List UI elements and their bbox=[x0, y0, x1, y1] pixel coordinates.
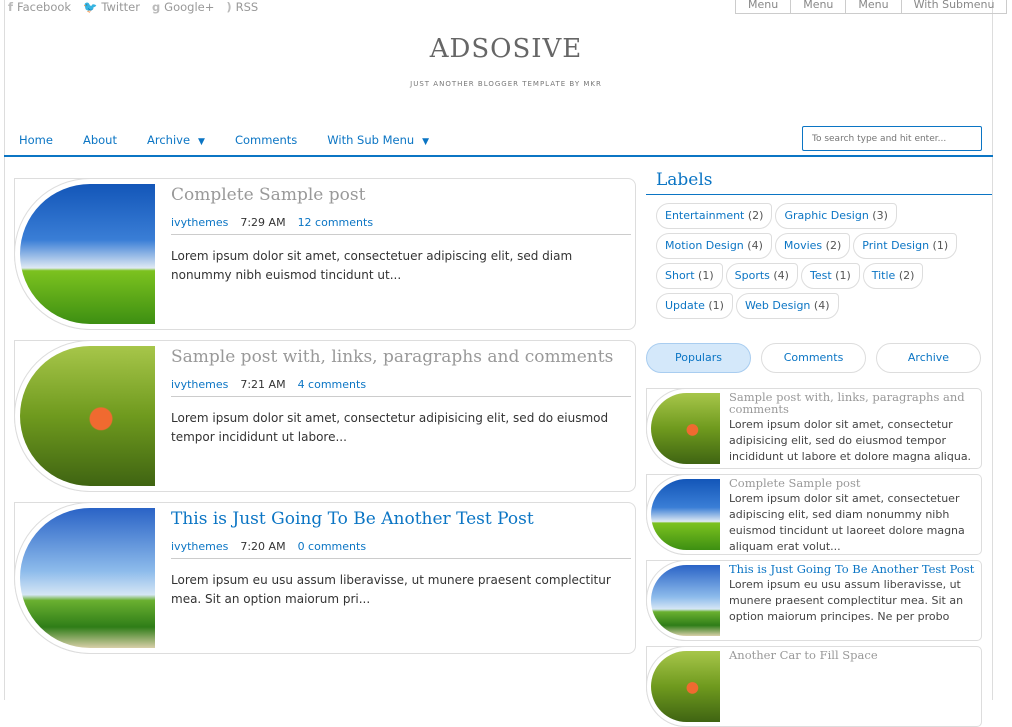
label-tag[interactable]: Entertainment (2) bbox=[656, 203, 772, 229]
caret-down-icon: ▼ bbox=[198, 137, 205, 147]
popular-post bbox=[646, 646, 982, 727]
rss-icon: ) bbox=[226, 0, 232, 14]
label-tag[interactable]: Short (1) bbox=[656, 263, 723, 289]
label-tag[interactable]: Movies (2) bbox=[775, 233, 850, 259]
popular-thumbnail[interactable] bbox=[646, 560, 724, 641]
google-plus-icon: g bbox=[151, 0, 161, 14]
labels-list bbox=[656, 203, 986, 319]
popular-summary: Lorem ipsum dolor sit amet, consectetuer adipiscing elit, sed diam nonummy nibh euismod tincidunt ut laoreet dolore magna aliquam erat volut... bbox=[729, 492, 965, 553]
post-card bbox=[14, 178, 636, 330]
post-meta bbox=[171, 378, 631, 397]
post-time: 7:20 AM bbox=[240, 540, 286, 553]
post-title[interactable]: Complete Sample post bbox=[171, 185, 366, 205]
top-menu bbox=[735, 0, 1007, 14]
nav-archive[interactable]: Archive ▼ bbox=[146, 133, 205, 147]
facebook-link[interactable]: f Facebook bbox=[8, 0, 72, 14]
caret-down-icon: ▼ bbox=[422, 137, 430, 147]
popular-summary: Lorem ipsum eu usu assum liberavisse, ut munere praesent complectitur mea. Sit an option maiorum principes. Ne per probo bbox=[729, 578, 964, 623]
post-thumbnail[interactable] bbox=[14, 502, 160, 654]
labels-heading: Labels bbox=[656, 170, 713, 190]
label-tag[interactable]: Update (1) bbox=[656, 293, 733, 319]
site-tagline: JUST ANOTHER BLOGGER TEMPLATE BY MKR bbox=[410, 80, 602, 88]
twitter-icon: 🐦 bbox=[83, 0, 98, 14]
label-tag[interactable]: Web Design (4) bbox=[736, 293, 839, 319]
post-meta bbox=[171, 216, 631, 235]
post-thumbnail[interactable] bbox=[14, 340, 160, 492]
site-title[interactable]: ADSOSIVE bbox=[429, 34, 583, 64]
tab-archive[interactable]: Archive bbox=[876, 343, 981, 373]
post-comments-link[interactable]: 4 comments bbox=[297, 378, 367, 391]
popular-post bbox=[646, 388, 982, 469]
top-menu-item[interactable]: Menu bbox=[845, 0, 900, 13]
top-menu-item-with-submenu[interactable]: With Submenu bbox=[901, 0, 1008, 13]
popular-thumbnail[interactable] bbox=[646, 646, 724, 727]
post-summary: Lorem ipsum dolor sit amet, consectetuer adipiscing elit, sed diam nonummy nibh euismod tincidunt ut... bbox=[171, 249, 573, 282]
popular-post bbox=[646, 560, 982, 641]
tab-comments[interactable]: Comments bbox=[761, 343, 866, 373]
popular-title[interactable]: Complete Sample post bbox=[729, 476, 861, 490]
post-author[interactable]: ivythemes bbox=[171, 378, 229, 391]
popular-summary: Lorem ipsum dolor sit amet, consectetur adipisicing elit, sed do eiusmod tempor incididunt ut labore et dolore magna aliqua. bbox=[729, 418, 972, 463]
post-card bbox=[14, 502, 636, 654]
label-tag[interactable]: Graphic Design (3) bbox=[775, 203, 896, 229]
twitter-link[interactable]: 🐦 Twitter bbox=[83, 0, 140, 14]
post-time: 7:29 AM bbox=[240, 216, 286, 229]
post-summary: Lorem ipsum dolor sit amet, consectetur adipisicing elit, sed do eiusmod tempor incididunt ut labore... bbox=[171, 411, 609, 444]
label-tag[interactable]: Title (2) bbox=[863, 263, 924, 289]
post-card bbox=[14, 340, 636, 492]
nav-about[interactable]: About bbox=[82, 133, 117, 147]
post-author[interactable]: ivythemes bbox=[171, 216, 229, 229]
post-title[interactable]: This is Just Going To Be Another Test Post bbox=[171, 509, 534, 529]
labels-divider bbox=[646, 194, 992, 195]
post-title[interactable]: Sample post with, links, paragraphs and comments bbox=[171, 347, 614, 367]
nav-with-sub-menu[interactable]: With Sub Menu ▼ bbox=[327, 133, 430, 147]
nav-home[interactable]: Home bbox=[19, 133, 53, 147]
post-comments-link[interactable]: 12 comments bbox=[297, 216, 374, 229]
post-comments-link[interactable]: 0 comments bbox=[297, 540, 367, 553]
tab-populars[interactable]: Populars bbox=[646, 343, 751, 373]
post-meta bbox=[171, 540, 631, 559]
search-input[interactable] bbox=[802, 126, 982, 151]
popular-title[interactable]: Sample post with, links, paragraphs and comments bbox=[729, 390, 965, 416]
post-summary: Lorem ipsum eu usu assum liberavisse, ut munere praesent complectitur mea. Sit an option maiorum pri... bbox=[171, 573, 611, 606]
popular-thumbnail[interactable] bbox=[646, 474, 724, 555]
post-thumbnail[interactable] bbox=[14, 178, 160, 330]
top-menu-item[interactable]: Menu bbox=[735, 0, 790, 13]
label-tag[interactable]: Print Design (1) bbox=[853, 233, 957, 259]
social-links bbox=[8, 0, 258, 14]
popular-post bbox=[646, 474, 982, 555]
sidebar-tabs bbox=[646, 343, 981, 373]
label-tag[interactable]: Sports (4) bbox=[726, 263, 798, 289]
popular-title[interactable]: Another Car to Fill Space bbox=[729, 648, 878, 662]
popular-title[interactable]: This is Just Going To Be Another Test Post bbox=[729, 562, 975, 576]
google-plus-link[interactable]: g Google+ bbox=[151, 0, 215, 14]
facebook-icon: f bbox=[8, 0, 14, 14]
popular-thumbnail[interactable] bbox=[646, 388, 724, 469]
label-tag[interactable]: Motion Design (4) bbox=[656, 233, 772, 259]
post-time: 7:21 AM bbox=[240, 378, 286, 391]
main-nav bbox=[19, 133, 459, 147]
label-tag[interactable]: Test (1) bbox=[801, 263, 860, 289]
post-author[interactable]: ivythemes bbox=[171, 540, 229, 553]
top-menu-item[interactable]: Menu bbox=[790, 0, 845, 13]
rss-link[interactable]: ) RSS bbox=[226, 0, 259, 14]
nav-comments[interactable]: Comments bbox=[234, 133, 298, 147]
nav-divider bbox=[4, 155, 993, 157]
